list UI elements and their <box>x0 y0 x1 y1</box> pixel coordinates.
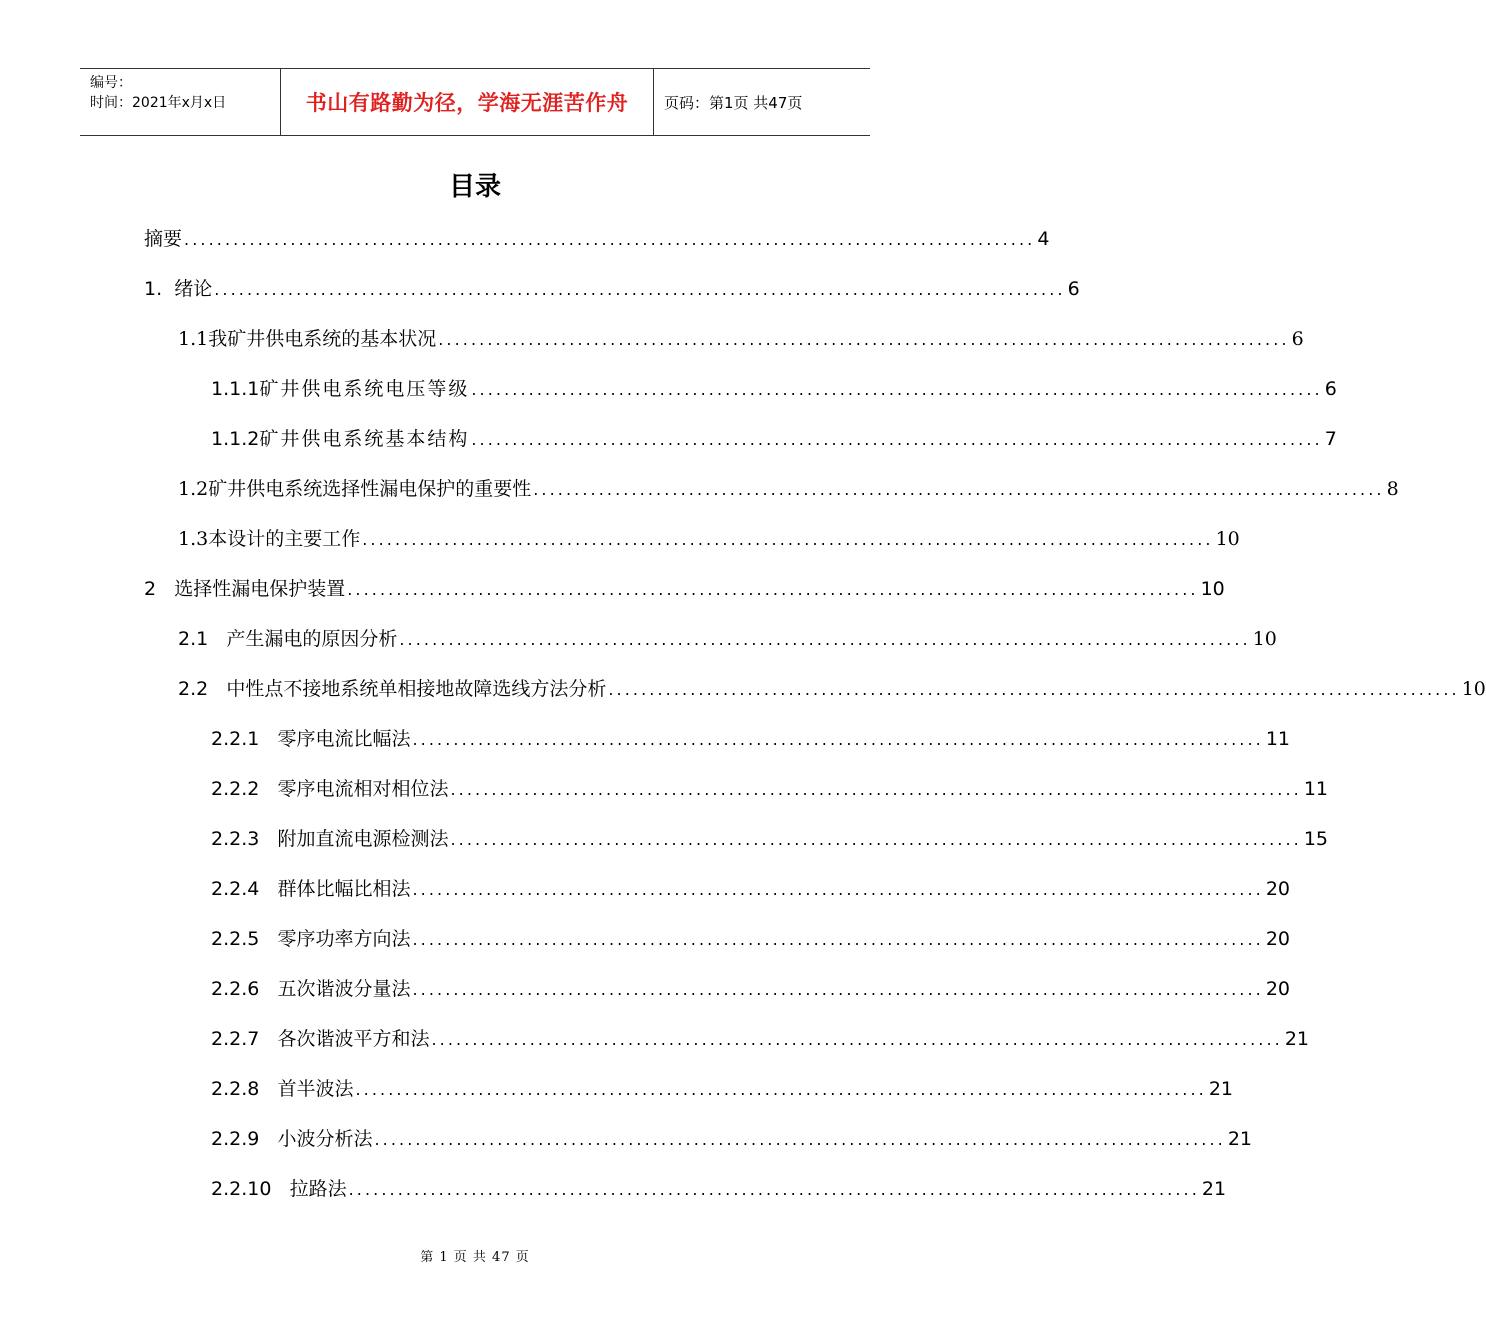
toc-page: 4 <box>1037 228 1050 250</box>
toc-entry[interactable] <box>144 224 1050 260</box>
document-time: 时间：2021年x月x日 <box>90 95 227 111</box>
toc-text: 中性点不接地系统单相接地故障选线方法分析 <box>226 678 607 700</box>
header-motto: 书山有路勤为径，学海无涯苦作舟 <box>305 91 629 115</box>
toc-text: 各次谐波平方和法 <box>277 1028 430 1050</box>
page-title: 目录 <box>448 172 501 202</box>
toc-page: 10 <box>1200 578 1225 600</box>
toc-number: 2.2.9 <box>211 1128 278 1150</box>
toc-number: 2.2.5 <box>211 928 278 950</box>
toc-text: 矿井供电系统电压等级 <box>259 378 470 400</box>
toc-leader: ........................................................................................................ <box>438 330 1290 349</box>
toc-entry[interactable] <box>178 524 1240 560</box>
toc-page: 20 <box>1265 978 1291 1000</box>
toc-number: 2.2.10 <box>211 1178 290 1200</box>
toc-leader: ........................................................................................................ <box>608 680 1460 699</box>
toc-entry[interactable] <box>178 474 1399 510</box>
toc-text: 小波分析法 <box>277 1128 373 1150</box>
toc-number: 2.2.8 <box>211 1078 278 1100</box>
header-info-cell <box>80 69 281 135</box>
toc-page: 21 <box>1284 1028 1310 1050</box>
header-page-info: 页码：第1页 共47页 <box>664 93 803 112</box>
toc-entry[interactable] <box>211 874 1291 910</box>
toc-leader: ........................................................................................................ <box>412 730 1264 749</box>
page-header <box>80 68 870 136</box>
toc-text: 产生漏电的原因分析 <box>226 628 398 650</box>
toc-number: 2.2.4 <box>211 878 278 900</box>
toc-number: 1.3 <box>178 528 209 550</box>
toc-page: 20 <box>1265 878 1291 900</box>
toc-number: 1.1.2 <box>211 428 260 450</box>
toc-leader: ........................................................................................................ <box>431 1030 1283 1049</box>
toc-leader: ........................................................................................................ <box>471 380 1323 399</box>
toc-entry[interactable] <box>211 1074 1234 1110</box>
toc-number: 2 <box>144 578 175 600</box>
toc-entry[interactable] <box>211 374 1337 410</box>
toc-text: 摘要 <box>144 228 183 250</box>
toc-number: 2.2.3 <box>211 828 278 850</box>
toc-number: 2.2 <box>178 678 227 700</box>
toc-page: 10 <box>1215 528 1240 550</box>
toc-page: 15 <box>1303 828 1329 850</box>
toc-text: 零序电流相对相位法 <box>277 778 449 800</box>
toc-entry[interactable] <box>144 574 1225 610</box>
toc-text: 零序电流比幅法 <box>277 728 411 750</box>
toc-entry[interactable] <box>178 324 1304 360</box>
toc-text: 选择性漏电保护装置 <box>174 578 346 600</box>
toc-text: 拉路法 <box>289 1178 347 1200</box>
toc-leader: ........................................................................................................ <box>362 530 1214 549</box>
toc-number: 2.2.7 <box>211 1028 278 1050</box>
toc-text: 绪论 <box>174 278 213 300</box>
toc-page: 21 <box>1227 1128 1253 1150</box>
toc-leader: ........................................................................................................ <box>184 230 1036 249</box>
toc-leader: ........................................................................................................ <box>374 1130 1226 1149</box>
toc-page: 6 <box>1324 378 1337 400</box>
toc-leader: ........................................................................................................ <box>412 930 1264 949</box>
toc-number: 2.1 <box>178 628 227 650</box>
header-page-cell <box>654 69 870 135</box>
toc-page: 11 <box>1303 778 1329 800</box>
toc-text: 群体比幅比相法 <box>277 878 411 900</box>
toc-page: 21 <box>1208 1078 1234 1100</box>
toc-page: 6 <box>1291 328 1304 350</box>
toc-page: 7 <box>1324 428 1337 450</box>
toc-page: 6 <box>1067 278 1080 300</box>
toc-entry[interactable] <box>211 1024 1310 1060</box>
toc-text: 矿井供电系统基本结构 <box>259 428 470 450</box>
toc-number: 2.2.2 <box>211 778 278 800</box>
toc-entry[interactable] <box>178 674 1486 710</box>
document-number: 编号： <box>90 75 132 91</box>
toc-text: 首半波法 <box>277 1078 354 1100</box>
toc-number: 1. <box>144 278 175 300</box>
toc-leader: ........................................................................................................ <box>399 630 1251 649</box>
toc-leader: ........................................................................................................ <box>412 980 1264 999</box>
toc-page: 8 <box>1386 478 1399 500</box>
toc-leader: ........................................................................................................ <box>347 580 1199 599</box>
toc-page: 20 <box>1265 928 1291 950</box>
toc-text: 矿井供电系统选择性漏电保护的重要性 <box>208 478 532 500</box>
toc-entry[interactable] <box>211 924 1291 960</box>
toc-text: 五次谐波分量法 <box>277 978 411 1000</box>
toc-entry[interactable] <box>211 724 1291 760</box>
toc-number: 1.2 <box>178 478 209 500</box>
toc-leader: ........................................................................................................ <box>412 880 1264 899</box>
toc-entry[interactable] <box>211 774 1329 810</box>
toc-number: 1.1 <box>178 328 209 350</box>
toc-leader: ........................................................................................................ <box>471 430 1323 449</box>
toc-entry[interactable] <box>211 974 1291 1010</box>
toc-leader: ........................................................................................................ <box>450 830 1302 849</box>
toc-text: 附加直流电源检测法 <box>277 828 449 850</box>
toc-entry[interactable] <box>144 274 1080 310</box>
toc-leader: ........................................................................................................ <box>355 1080 1207 1099</box>
toc-entry[interactable] <box>211 1124 1253 1160</box>
toc-page: 21 <box>1201 1178 1227 1200</box>
toc-page: 11 <box>1265 728 1291 750</box>
toc-text: 零序功率方向法 <box>277 928 411 950</box>
toc-leader: ........................................................................................................ <box>533 480 1385 499</box>
header-motto-cell <box>281 69 654 135</box>
toc-entry[interactable] <box>211 424 1337 460</box>
page-footer: 第 1 页 共 47 页 <box>420 1250 530 1265</box>
toc-number: 2.2.1 <box>211 728 278 750</box>
toc-page: 10 <box>1461 678 1486 700</box>
toc-number: 1.1.1 <box>211 378 260 400</box>
toc-leader: ........................................................................................................ <box>348 1180 1200 1199</box>
toc-page: 10 <box>1252 628 1277 650</box>
toc-entry[interactable] <box>178 624 1277 660</box>
toc-entry[interactable] <box>211 824 1329 860</box>
toc-text: 本设计的主要工作 <box>208 528 361 550</box>
toc-number: 2.2.6 <box>211 978 278 1000</box>
toc-leader: ........................................................................................................ <box>214 280 1066 299</box>
toc-entry[interactable] <box>211 1174 1227 1210</box>
toc-leader: ........................................................................................................ <box>450 780 1302 799</box>
toc-text: 我矿井供电系统的基本状况 <box>208 328 437 350</box>
